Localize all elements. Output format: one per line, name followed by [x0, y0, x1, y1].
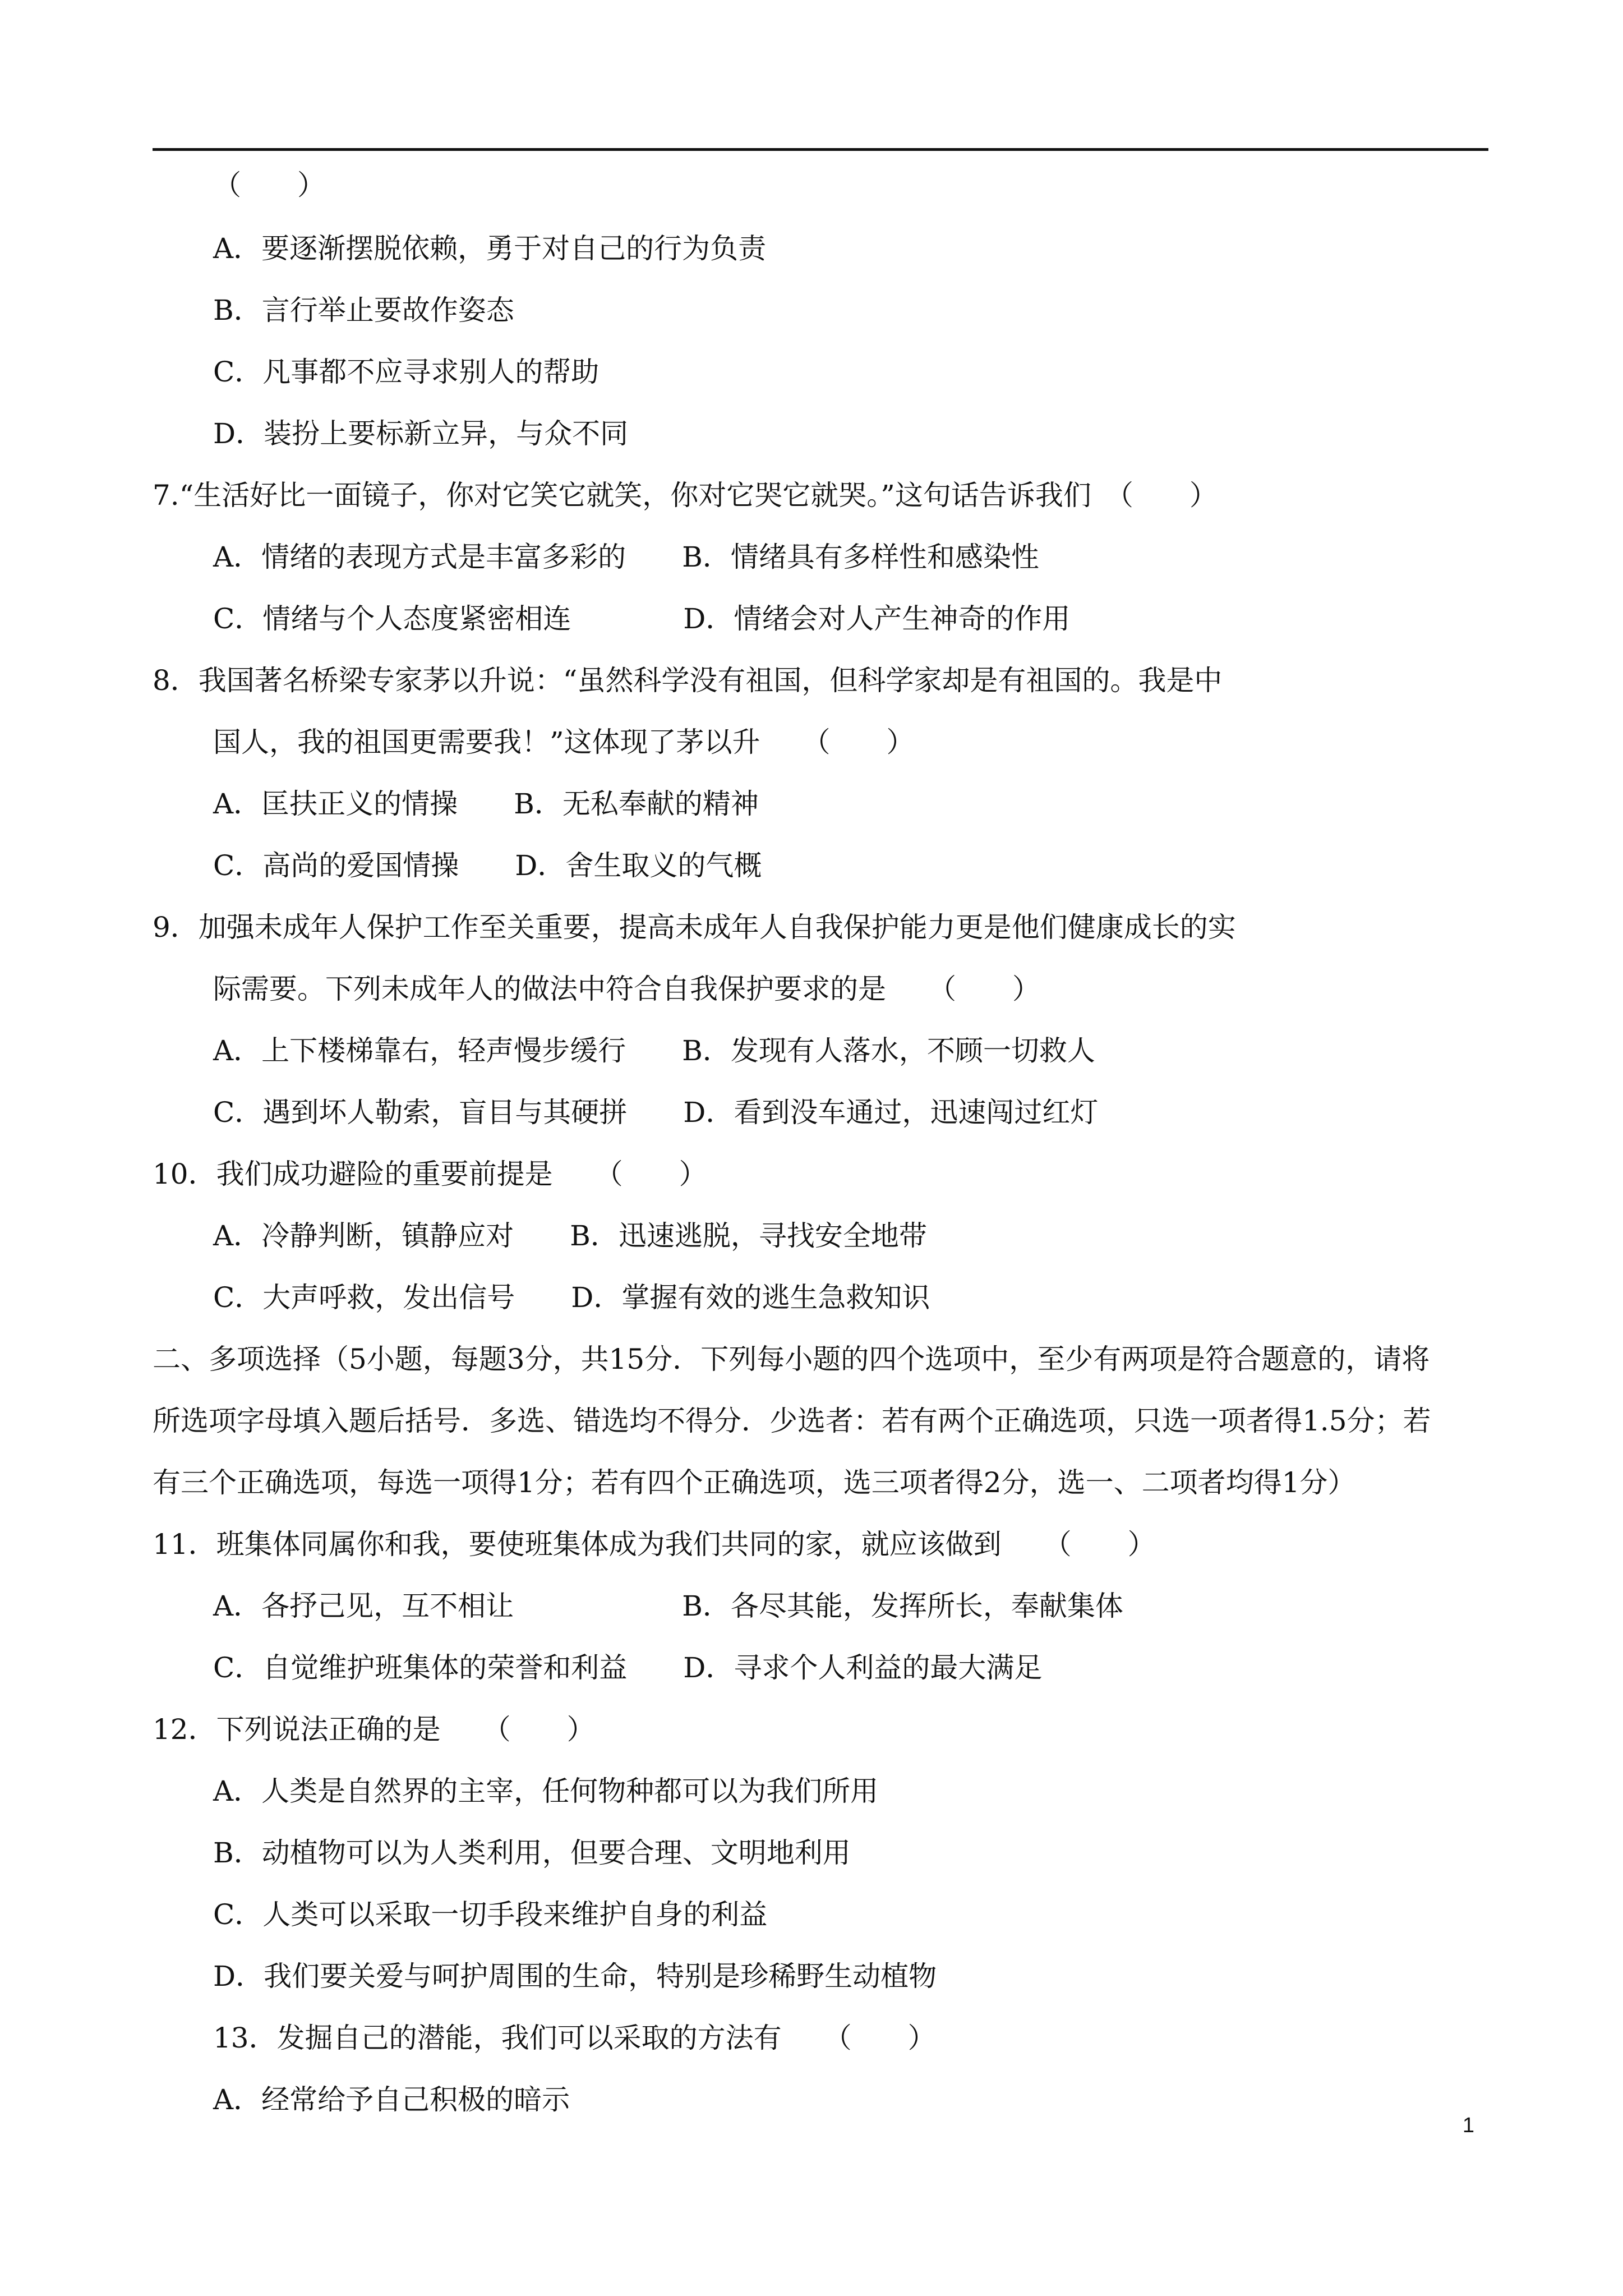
text-line: 所选项字母填入题后括号．多选、错选均不得分．少选者：若有两个正确选项，只选一项者得1.5分；若 — [153, 1405, 1431, 1437]
text-line: D．装扮上要标新立异，与众不同 — [213, 417, 629, 450]
text-line: C．人类可以采取一切手段来维护自身的利益 — [213, 1898, 768, 1931]
text-line: A．情绪的表现方式是丰富多彩的 B．情绪具有多样性和感染性 — [213, 541, 1039, 573]
text-line: 8．我国著名桥梁专家茅以升说：“虽然科学没有祖国，但科学家却是有祖国的。我是中 — [153, 664, 1223, 697]
text-line: 10．我们成功避险的重要前提是 （ ） — [153, 1158, 707, 1190]
text-line: C．大声呼救，发出信号 D．掌握有效的逃生急救知识 — [213, 1281, 930, 1314]
text-line: 有三个正确选项，每选一项得1分；若有四个正确选项，选三项者得2分，选一、二项者均得1分） — [153, 1466, 1356, 1499]
text-line: A．冷静判断，镇静应对 B．迅速逃脱，寻找安全地带 — [213, 1220, 927, 1252]
page-number: 1 — [1462, 2114, 1474, 2137]
text-line: 7.“生活好比一面镜子，你对它笑它就笑，你对它哭它就哭。”这句话告诉我们 （ ） — [153, 479, 1218, 512]
text-line: B．动植物可以为人类利用，但要合理、文明地利用 — [213, 1837, 851, 1869]
text-line: 9．加强未成年人保护工作至关重要，提高未成年人自我保护能力更是他们健康成长的实 — [153, 911, 1236, 944]
text-line: C．情绪与个人态度紧密相连 D．情绪会对人产生神奇的作用 — [213, 602, 1071, 635]
text-line: C．自觉维护班集体的荣誉和利益 D．寻求个人利益的最大满足 — [213, 1651, 1043, 1684]
text-line: C．高尚的爱国情操 D．舍生取义的气概 — [213, 849, 762, 882]
text-line: C．凡事都不应寻求别人的帮助 — [213, 356, 600, 388]
text-line: A．人类是自然界的主宰，任何物种都可以为我们所用 — [213, 1775, 879, 1807]
text-line: （ ） — [213, 169, 325, 201]
text-line: 11．班集体同属你和我，要使班集体成为我们共同的家，就应该做到 （ ） — [153, 1528, 1156, 1561]
text-line: 二、多项选择（5小题，每题3分，共15分．下列每小题的四个选项中，至少有两项是符合题意的，请将 — [153, 1343, 1430, 1375]
text-line: A．匡扶正义的情操 B．无私奉献的精神 — [213, 788, 759, 820]
text-line: 12．下列说法正确的是 （ ） — [153, 1713, 595, 1746]
text-line: A．经常给予自己积极的暗示 — [213, 2083, 570, 2116]
text-line: 国人，我的祖国更需要我！”这体现了茅以升 （ ） — [213, 726, 915, 758]
text-line: A．各抒己见，互不相让 B．各尽其能，发挥所长，奉献集体 — [213, 1590, 1123, 1622]
text-line: D．我们要关爱与呵护周围的生命，特别是珍稀野生动植物 — [213, 1960, 937, 1993]
header-rule — [153, 148, 1488, 151]
text-line: A．上下楼梯靠右，轻声慢步缓行 B．发现有人落水，不顾一切救人 — [213, 1034, 1095, 1067]
text-line: 际需要。下列未成年人的做法中符合自我保护要求的是 （ ） — [213, 973, 1040, 1005]
text-line: C．遇到坏人勒索，盲目与其硬拼 D．看到没车通过，迅速闯过红灯 — [213, 1096, 1099, 1129]
text-line: B．言行举止要故作姿态 — [213, 294, 514, 326]
text-line: A．要逐渐摆脱依赖，勇于对自己的行为负责 — [213, 232, 767, 265]
text-line: 13．发掘自己的潜能，我们可以采取的方法有 （ ） — [213, 2022, 936, 2054]
